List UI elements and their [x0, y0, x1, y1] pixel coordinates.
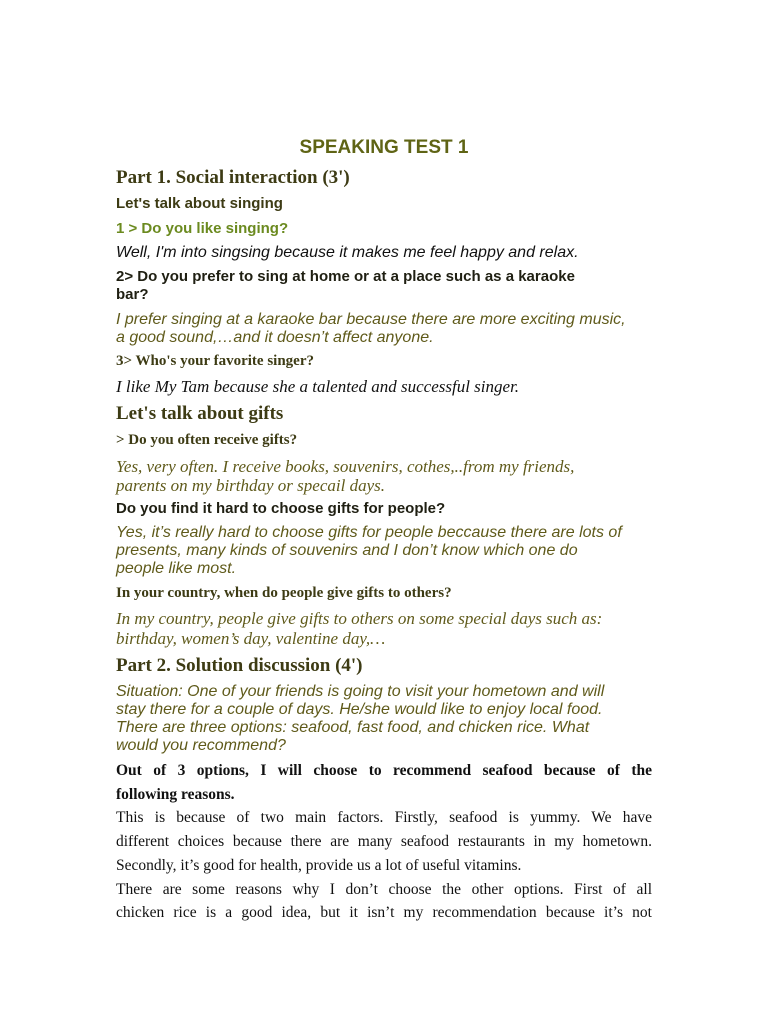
- paragraph-1-line-3: Secondly, it’s good for health, provide us a lot of useful vitamins.: [116, 857, 522, 874]
- paragraph-1-line-1: This is because of two main factors. Firstly, seafood is yummy. We have: [116, 809, 652, 826]
- situation-line-4: would you recommend?: [116, 737, 286, 754]
- question-6: In your country, when do people give gifts to others?: [116, 585, 452, 601]
- answer-2-line-2: a good sound,…and it doesn’t affect anyone.: [116, 329, 434, 346]
- answer-5-line-2: presents, many kinds of souvenirs and I don’t know which one do: [116, 542, 578, 559]
- choice-line-2: following reasons.: [116, 786, 235, 803]
- answer-6-line-1: In my country, people give gifts to others on some special days such as:: [116, 609, 603, 628]
- question-2-line-2: bar?: [116, 286, 149, 303]
- answer-5-line-3: people like most.: [116, 560, 237, 577]
- topic-singing: Let's talk about singing: [116, 195, 283, 212]
- answer-6-line-2: birthday, women’s day, valentine day,…: [116, 629, 386, 648]
- situation-line-1: Situation: One of your friends is going to visit your hometown and will: [116, 683, 605, 700]
- answer-4-line-1: Yes, very often. I receive books, souvenirs, cothes,..from my friends,: [116, 457, 575, 476]
- paragraph-2-line-2: chicken rice is a good idea, but it isn’t my recommendation because it’s not: [116, 904, 652, 921]
- part2-heading: Part 2. Solution discussion (4'): [116, 655, 363, 676]
- question-5: Do you find it hard to choose gifts for people?: [116, 500, 446, 517]
- topic-gifts: Let's talk about gifts: [116, 403, 284, 424]
- question-1: 1 > Do you like singing?: [116, 220, 289, 237]
- page-title: SPEAKING TEST 1: [299, 137, 469, 158]
- answer-4-line-2: parents on my birthday or specail days.: [116, 476, 385, 495]
- choice-line-1: Out of 3 options, I will choose to recommend seafood because of the: [116, 762, 652, 779]
- question-4: > Do you often receive gifts?: [116, 432, 298, 448]
- situation-line-2: stay there for a couple of days. He/she would like to enjoy local food.: [116, 701, 603, 718]
- situation-line-3: There are three options: seafood, fast food, and chicken rice. What: [116, 719, 590, 736]
- answer-1: Well, I'm into singsing because it makes me feel happy and relax.: [116, 244, 579, 261]
- answer-5-line-1: Yes, it’s really hard to choose gifts for people beccause there are lots of: [116, 524, 622, 541]
- paragraph-2-line-1: There are some reasons why I don’t choose the other options. First of all: [116, 881, 652, 898]
- answer-2-line-1: I prefer singing at a karaoke bar because there are more exciting music,: [116, 311, 626, 328]
- answer-3: I like My Tam because she a talented and successful singer.: [116, 377, 520, 396]
- question-2-line-1: 2> Do you prefer to sing at home or at a place such as a karaoke: [116, 268, 575, 285]
- question-3: 3> Who's your favorite singer?: [116, 353, 314, 369]
- paragraph-1-line-2: different choices because there are many seafood restaurants in my hometown.: [116, 833, 652, 850]
- part1-heading: Part 1. Social interaction (3'): [116, 167, 350, 188]
